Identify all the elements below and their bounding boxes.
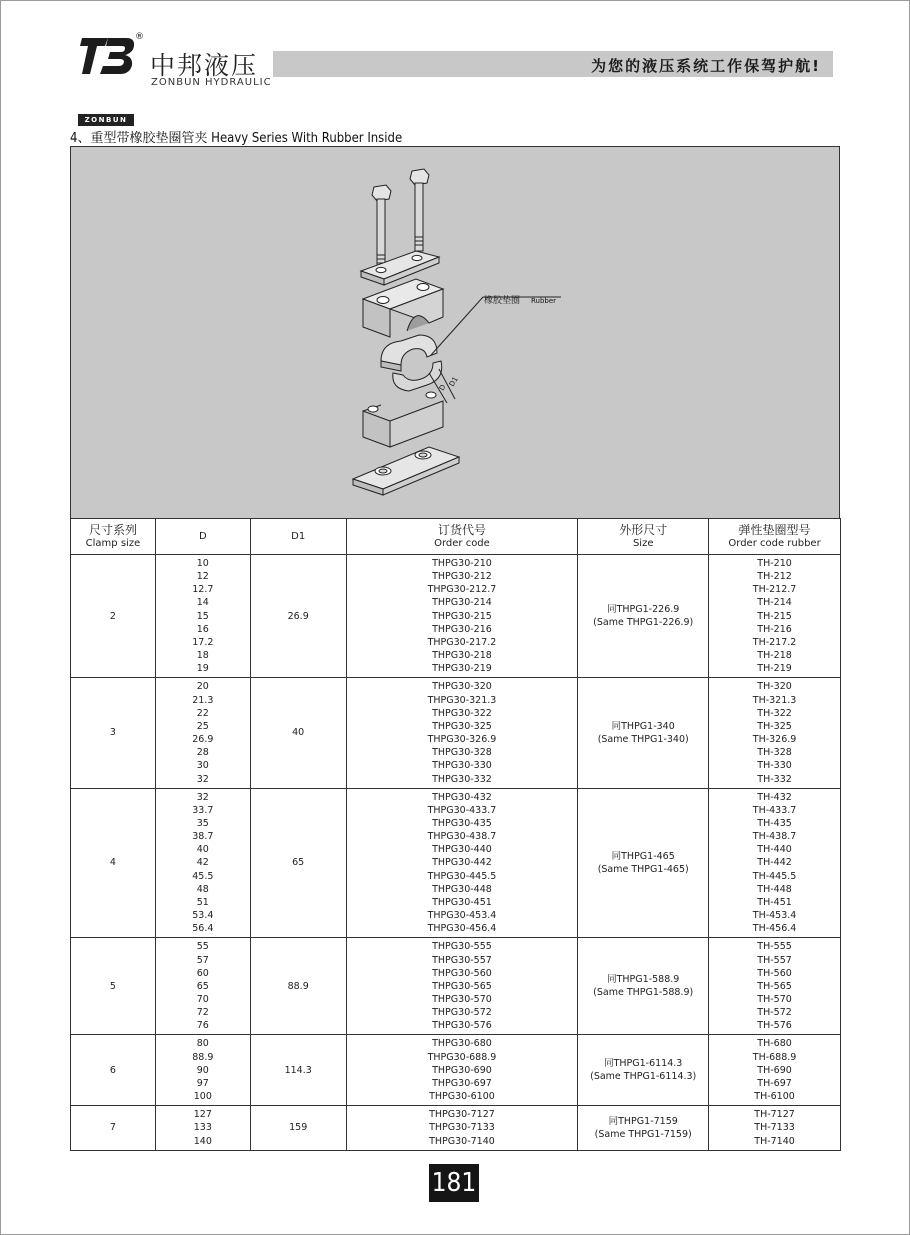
list-value: TH-321.3 <box>752 694 797 706</box>
brand-name-cn: 中邦液压 <box>150 51 259 80</box>
list-value: 12.7 <box>192 584 214 596</box>
list-value: TH-7140 <box>754 1135 795 1147</box>
list-value: 12 <box>196 571 209 583</box>
list-value: TH-560 <box>757 967 792 979</box>
list-value: 72 <box>196 1007 209 1019</box>
list-value: THPG30-440 <box>432 844 492 856</box>
list-value: THPG30-322 <box>432 707 492 719</box>
list-value: 80 <box>196 1038 209 1050</box>
d1-value-cell: 40 <box>250 678 346 788</box>
order-codes-cell <box>346 1035 578 1106</box>
top-cover-plate <box>361 251 439 285</box>
list-value: THPG30-325 <box>432 720 492 732</box>
list-value: 56.4 <box>192 923 214 935</box>
list-value: THPG30-442 <box>432 857 492 869</box>
list-value: THPG30-212.7 <box>427 584 497 596</box>
list-value: TH-433.7 <box>752 804 797 816</box>
dimension-d1-label: D1 <box>447 375 460 388</box>
size-reference-en: (Same THPG1-6114.3) <box>590 1071 697 1083</box>
size-cell <box>578 1106 709 1150</box>
list-value: 97 <box>196 1077 209 1089</box>
header-d1: D1 <box>250 519 346 555</box>
list-value: TH-576 <box>757 1020 792 1032</box>
list-value: 53.4 <box>192 910 214 922</box>
rubber-insert <box>381 335 442 391</box>
header-order-code-rubber: 弹性垫圈型号 Order code rubber <box>709 519 841 555</box>
list-value: THPG30-570 <box>432 994 492 1005</box>
list-value: 127 <box>193 1109 212 1121</box>
list-value: TH-6100 <box>754 1091 795 1103</box>
list-value: TH-572 <box>757 1007 792 1019</box>
list-value: 28 <box>196 747 209 759</box>
order-codes-cell <box>346 555 578 678</box>
list-value: THPG30-435 <box>432 817 492 829</box>
size-cell <box>578 678 709 788</box>
d1-value-cell: 65 <box>250 788 346 938</box>
list-value: 17.2 <box>192 636 214 648</box>
list-value: TH-212.7 <box>752 584 797 596</box>
list-value: 140 <box>193 1135 212 1147</box>
list-value: THPG30-212 <box>432 571 492 583</box>
list-value: THPG30-445.5 <box>427 870 497 882</box>
company-logo <box>78 36 136 124</box>
dimension-d-label: D <box>437 383 448 392</box>
size-reference-en: (Same THPG1-226.9) <box>593 617 694 629</box>
list-value: 15 <box>196 610 209 622</box>
list-value: TH-325 <box>757 720 792 732</box>
list-value: 22 <box>196 707 209 719</box>
list-value: TH-328 <box>757 747 792 759</box>
size-reference-cn: 同THPG1-6114.3 <box>604 1058 683 1070</box>
list-value: THPG30-690 <box>432 1064 492 1076</box>
list-value: TH-445.5 <box>752 870 797 882</box>
size-reference-cn: 同THPG1-588.9 <box>607 974 680 986</box>
logo-icon <box>78 36 136 76</box>
list-value: TH-697 <box>757 1077 792 1089</box>
list-value: TH-330 <box>757 760 792 772</box>
order-codes-cell <box>346 678 578 788</box>
list-value: 42 <box>196 857 209 869</box>
list-value: 21.3 <box>192 694 214 706</box>
list-value: THPG30-7133 <box>429 1122 495 1134</box>
d-values-cell <box>155 555 250 678</box>
d-values-cell <box>155 788 250 938</box>
clamp-exploded-diagram <box>71 147 841 519</box>
slogan-text: 为您的液压系统工作保驾护航! <box>591 57 821 75</box>
list-value: TH-451 <box>757 896 792 908</box>
list-value: 38.7 <box>192 831 214 843</box>
table-row <box>71 555 841 678</box>
list-value: TH-456.4 <box>752 923 797 935</box>
list-value: TH-688.9 <box>752 1051 797 1063</box>
list-value: TH-216 <box>757 623 792 635</box>
list-value: THPG30-210 <box>432 558 492 569</box>
list-value: THPG30-453.4 <box>427 910 497 922</box>
list-value: THPG30-697 <box>432 1077 492 1089</box>
list-value: 33.7 <box>192 804 214 816</box>
slogan-bar <box>273 51 833 77</box>
bolt-left <box>372 185 391 271</box>
d1-value-cell: 159 <box>250 1106 346 1150</box>
list-value: 100 <box>193 1091 212 1103</box>
list-value: 20 <box>196 681 209 693</box>
list-value: 18 <box>196 650 209 662</box>
list-value: 65 <box>196 980 209 992</box>
section-title: 4、重型带橡胶垫圈管夹 Heavy Series With Rubber Inside <box>70 131 403 146</box>
rubber-codes-cell <box>709 938 841 1035</box>
list-value: TH-210 <box>757 558 792 569</box>
table-header-row <box>71 519 841 555</box>
brand-name-en: ZONBUN HYDRAULIC <box>151 77 272 88</box>
list-value: THPG30-218 <box>432 650 492 662</box>
header-clamp-size: 尺寸系列 Clamp size <box>71 519 156 555</box>
registered-mark: ® <box>135 32 144 42</box>
list-value: THPG30-216 <box>432 623 492 635</box>
list-value: THPG30-7127 <box>429 1109 495 1121</box>
order-codes-cell <box>346 1106 578 1150</box>
upper-clamp-half <box>363 279 443 337</box>
list-value: THPG30-680 <box>432 1038 492 1050</box>
size-cell <box>578 1035 709 1106</box>
rubber-codes-cell <box>709 1035 841 1106</box>
list-value: TH-214 <box>757 597 792 609</box>
list-value: 35 <box>196 817 209 829</box>
rubber-codes-cell <box>709 1106 841 1150</box>
header-size: 外形尺寸 Size <box>578 519 709 555</box>
list-value: THPG30-451 <box>432 896 492 908</box>
size-reference-en: (Same THPG1-340) <box>597 734 689 746</box>
list-value: TH-215 <box>757 610 792 622</box>
size-cell <box>578 788 709 938</box>
list-value: 40 <box>196 844 209 856</box>
list-value: 32 <box>196 773 209 785</box>
list-value: 51 <box>196 896 209 908</box>
rubber-codes-cell <box>709 788 841 938</box>
list-value: THPG30-565 <box>432 980 492 992</box>
list-value: TH-432 <box>757 791 792 803</box>
list-value: 16 <box>196 623 209 635</box>
list-value: TH-320 <box>757 681 792 693</box>
size-cell <box>578 938 709 1035</box>
logo-wordmark: ZONBUN <box>78 114 134 126</box>
d-values-cell <box>155 938 250 1035</box>
rubber-callout-cn: 橡胶垫圈 <box>484 296 521 306</box>
list-value: TH-555 <box>757 941 792 953</box>
list-value: TH-440 <box>757 844 792 856</box>
clamp-size-cell: 3 <box>71 678 156 788</box>
list-value: TH-557 <box>757 954 792 966</box>
list-value: TH-7127 <box>754 1109 795 1121</box>
order-codes-cell <box>346 788 578 938</box>
list-value: 14 <box>196 597 209 609</box>
list-value: THPG30-432 <box>432 791 492 803</box>
clamp-size-cell: 6 <box>71 1035 156 1106</box>
list-value: TH-219 <box>757 663 792 675</box>
d-values-cell <box>155 1106 250 1150</box>
list-value: 48 <box>196 883 209 895</box>
list-value: THPG30-332 <box>432 773 492 785</box>
header-order-code: 订货代号 Order code <box>346 519 578 555</box>
rubber-callout-en: Rubber <box>531 297 557 305</box>
weld-plate <box>353 447 459 495</box>
list-value: THPG30-330 <box>432 760 492 772</box>
list-value: TH-332 <box>757 773 792 785</box>
list-value: THPG30-448 <box>432 883 492 895</box>
clamp-size-cell: 4 <box>71 788 156 938</box>
list-value: 30 <box>196 760 209 772</box>
list-value: TH-448 <box>757 883 792 895</box>
list-value: TH-218 <box>757 650 792 662</box>
list-value: TH-453.4 <box>752 910 797 922</box>
list-value: 25 <box>196 720 209 732</box>
list-value: TH-680 <box>757 1038 792 1050</box>
list-value: TH-565 <box>757 980 792 992</box>
list-value: TH-690 <box>757 1064 792 1076</box>
size-reference-cn: 同THPG1-7159 <box>608 1115 678 1127</box>
rubber-codes-cell <box>709 555 841 678</box>
clamp-size-cell: 7 <box>71 1106 156 1150</box>
list-value: 90 <box>196 1064 209 1076</box>
list-value: THPG30-557 <box>432 954 492 966</box>
list-value: THPG30-320 <box>432 681 492 693</box>
specification-table <box>70 518 841 1151</box>
list-value: THPG30-326.9 <box>427 734 497 746</box>
list-value: THPG30-328 <box>432 747 492 759</box>
list-value: TH-7133 <box>754 1122 795 1134</box>
list-value: THPG30-215 <box>432 610 492 622</box>
size-cell <box>578 555 709 678</box>
list-value: THPG30-438.7 <box>427 831 497 843</box>
bolt-right <box>410 169 429 251</box>
table-row <box>71 938 841 1035</box>
list-value: THPG30-6100 <box>429 1091 495 1103</box>
list-value: TH-435 <box>757 817 792 829</box>
list-value: TH-442 <box>757 857 792 869</box>
list-value: 26.9 <box>192 734 214 746</box>
table-row <box>71 678 841 788</box>
list-value: TH-217.2 <box>752 636 797 648</box>
table-row <box>71 1035 841 1106</box>
list-value: 10 <box>196 558 209 569</box>
list-value: THPG30-321.3 <box>427 694 497 706</box>
size-reference-en: (Same THPG1-7159) <box>594 1128 692 1140</box>
d1-value-cell: 88.9 <box>250 938 346 1035</box>
list-value: 57 <box>196 954 209 966</box>
size-reference-en: (Same THPG1-465) <box>597 864 689 876</box>
list-value: THPG30-688.9 <box>427 1051 497 1063</box>
d-values-cell <box>155 678 250 788</box>
table-row <box>71 1106 841 1150</box>
list-value: THPG30-433.7 <box>427 804 497 816</box>
list-value: TH-438.7 <box>752 831 797 843</box>
clamp-size-cell: 2 <box>71 555 156 678</box>
list-value: 45.5 <box>192 870 214 882</box>
list-value: THPG30-214 <box>432 597 492 609</box>
lower-clamp-half <box>363 392 443 447</box>
list-value: THPG30-576 <box>432 1020 492 1032</box>
list-value: THPG30-572 <box>432 1007 492 1019</box>
list-value: THPG30-7140 <box>429 1135 495 1147</box>
size-reference-cn: 同THPG1-465 <box>611 850 675 862</box>
list-value: 19 <box>196 663 209 675</box>
list-value: THPG30-555 <box>432 941 492 953</box>
page-number: 181 <box>429 1164 479 1202</box>
list-value: TH-212 <box>757 571 792 583</box>
list-value: THPG30-560 <box>432 967 492 979</box>
size-reference-en: (Same THPG1-588.9) <box>593 987 694 999</box>
list-value: 133 <box>193 1122 212 1134</box>
list-value: 70 <box>196 994 209 1005</box>
list-value: THPG30-217.2 <box>427 636 497 648</box>
list-value: 88.9 <box>192 1051 214 1063</box>
rubber-codes-cell <box>709 678 841 788</box>
list-value: THPG30-219 <box>432 663 492 675</box>
table-row <box>71 788 841 938</box>
list-value: THPG30-456.4 <box>427 923 497 935</box>
list-value: TH-326.9 <box>752 734 797 746</box>
list-value: 76 <box>196 1020 209 1032</box>
d1-value-cell: 26.9 <box>250 555 346 678</box>
list-value: TH-322 <box>757 707 792 719</box>
d-values-cell <box>155 1035 250 1106</box>
header-d: D <box>155 519 250 555</box>
size-reference-cn: 同THPG1-340 <box>611 720 675 732</box>
list-value: 55 <box>196 941 209 953</box>
list-value: 32 <box>196 791 209 803</box>
product-illustration <box>70 146 840 518</box>
list-value: 60 <box>196 967 209 979</box>
order-codes-cell <box>346 938 578 1035</box>
list-value: TH-570 <box>757 994 792 1005</box>
clamp-size-cell: 5 <box>71 938 156 1035</box>
d1-value-cell: 114.3 <box>250 1035 346 1106</box>
size-reference-cn: 同THPG1-226.9 <box>607 604 680 616</box>
